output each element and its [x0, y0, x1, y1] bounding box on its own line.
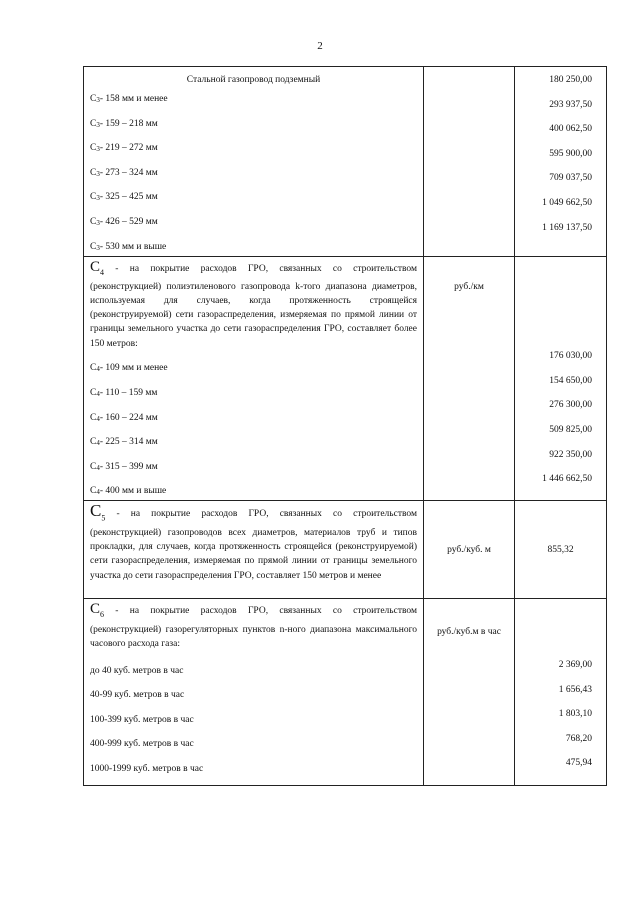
rate-row-label: 1000-1999 куб. метров в час [90, 763, 204, 774]
rate-row-value: 1 446 662,50 [542, 474, 592, 485]
c4-unit-cell [424, 256, 515, 501]
rate-row-value: 1 656,43 [558, 684, 592, 695]
c3-header: Стальной газопровод подземный [186, 75, 321, 85]
rate-row-value: 293 937,50 [549, 99, 592, 110]
rate-row-value: 154 650,00 [549, 375, 592, 386]
c6-unit-cell [424, 599, 515, 786]
rate-row-value: 180 250,00 [549, 75, 592, 85]
rate-row-label: 400-999 куб. метров в час [90, 739, 194, 750]
rate-row-label: С 3 - 426 – 529 мм [90, 216, 158, 227]
rate-row-label: С 3 - 159 – 218 мм [90, 118, 158, 129]
rate-row-label: С 3 - 273 – 324 мм [90, 167, 158, 178]
c6-description-cell [84, 599, 424, 786]
rate-row-value: 1 049 662,50 [542, 197, 592, 208]
c4-description-cell [84, 256, 424, 501]
rate-row-label: 40-99 куб. метров в час [90, 690, 185, 701]
rate-row-value: 509 825,00 [549, 424, 592, 435]
c5-value: 855,32 [547, 544, 574, 555]
rate-row-value: 475,94 [565, 758, 592, 769]
page-number: 2 [317, 40, 323, 52]
rate-row-label: С 3 - 158 мм и менее [90, 94, 168, 104]
c3-unit-cell [424, 67, 515, 257]
c5-description-cell [84, 501, 424, 599]
rate-row-value: 1 169 137,50 [542, 222, 592, 233]
rate-row-label: С 3 - 219 – 272 мм [90, 143, 158, 154]
rate-row-value: 709 037,50 [549, 173, 592, 184]
rate-row-value: 1 803,10 [558, 709, 592, 720]
c6-unit: руб./куб.м в час [437, 627, 501, 638]
c4-value-cell [515, 256, 607, 501]
rate-row-label: С 3 - 530 мм и выше [90, 241, 167, 252]
c5-block [84, 501, 607, 599]
rate-row-label: до 40 куб. метров в час [90, 665, 184, 676]
rate-row-label: 100-399 куб. метров в час [90, 714, 194, 725]
c6-value-cell [515, 599, 607, 786]
rate-row-label: С 3 - 325 – 425 мм [90, 192, 158, 203]
c5-description: $С_5$ - на покрытие расходов ГРО, связанных со строительством (реконструкцией) газопроводов всех диаметров, материалов труб и типов прокладки, для случаев, когда протяженность строящейся (реконструируемой) сети газораспределения, измеряемая по прямой линии от границы земельного участка до сети газораспределения ГРО, составляет 150 метров и менее [90, 501, 417, 581]
c5-unit: руб./куб. м [447, 544, 491, 555]
c4-block [84, 256, 607, 501]
rate-row-label: С 4 - 110 – 159 мм [90, 387, 158, 398]
c3-description-cell [84, 67, 424, 257]
c5-value-cell [515, 501, 607, 599]
rate-row-value: 595 900,00 [549, 148, 592, 159]
rate-row-value: 768,20 [565, 733, 592, 744]
rate-row-label: С 4 - 400 мм и выше [90, 486, 167, 497]
tariff-table [83, 66, 607, 786]
c4-unit: руб./км [454, 281, 484, 292]
c5-unit-cell [424, 501, 515, 599]
rate-row-label: С 4 - 225 – 314 мм [90, 437, 158, 448]
rate-row-label: С 4 - 109 мм и менее [90, 363, 168, 374]
rate-row-label: С 4 - 315 – 399 мм [90, 461, 158, 472]
c6-block [84, 599, 607, 786]
rate-row-value: 176 030,00 [549, 351, 592, 362]
rate-row-value: 276 300,00 [549, 400, 592, 411]
c6-description: $С_6$ - на покрытие расходов ГРО, связанных со строительством (реконструкцией) газорегуляторных пунктов n-ного диапазона максимального часового расхода газа: [90, 601, 417, 649]
rate-row-value: 922 350,00 [549, 449, 592, 460]
rate-row-value: 2 369,00 [558, 659, 592, 670]
c3-block [84, 67, 607, 257]
rate-row-value: 400 062,50 [549, 124, 592, 135]
rate-row-label: С 4 - 160 – 224 мм [90, 412, 158, 423]
c3-value-cell [515, 67, 607, 257]
c4-description: $С_4$ - на покрытие расходов ГРО, связанных со строительством (реконструкцией) полиэтиленового газопровода k-того диапазона диаметров, используемая для случаев, когда протяженность строящейся (реконструируемой) сети газораспределения, измеряемая по прямой линии от границы земельного участка до сети газораспределения ГРО, составляет более 150 метров: [90, 258, 417, 349]
